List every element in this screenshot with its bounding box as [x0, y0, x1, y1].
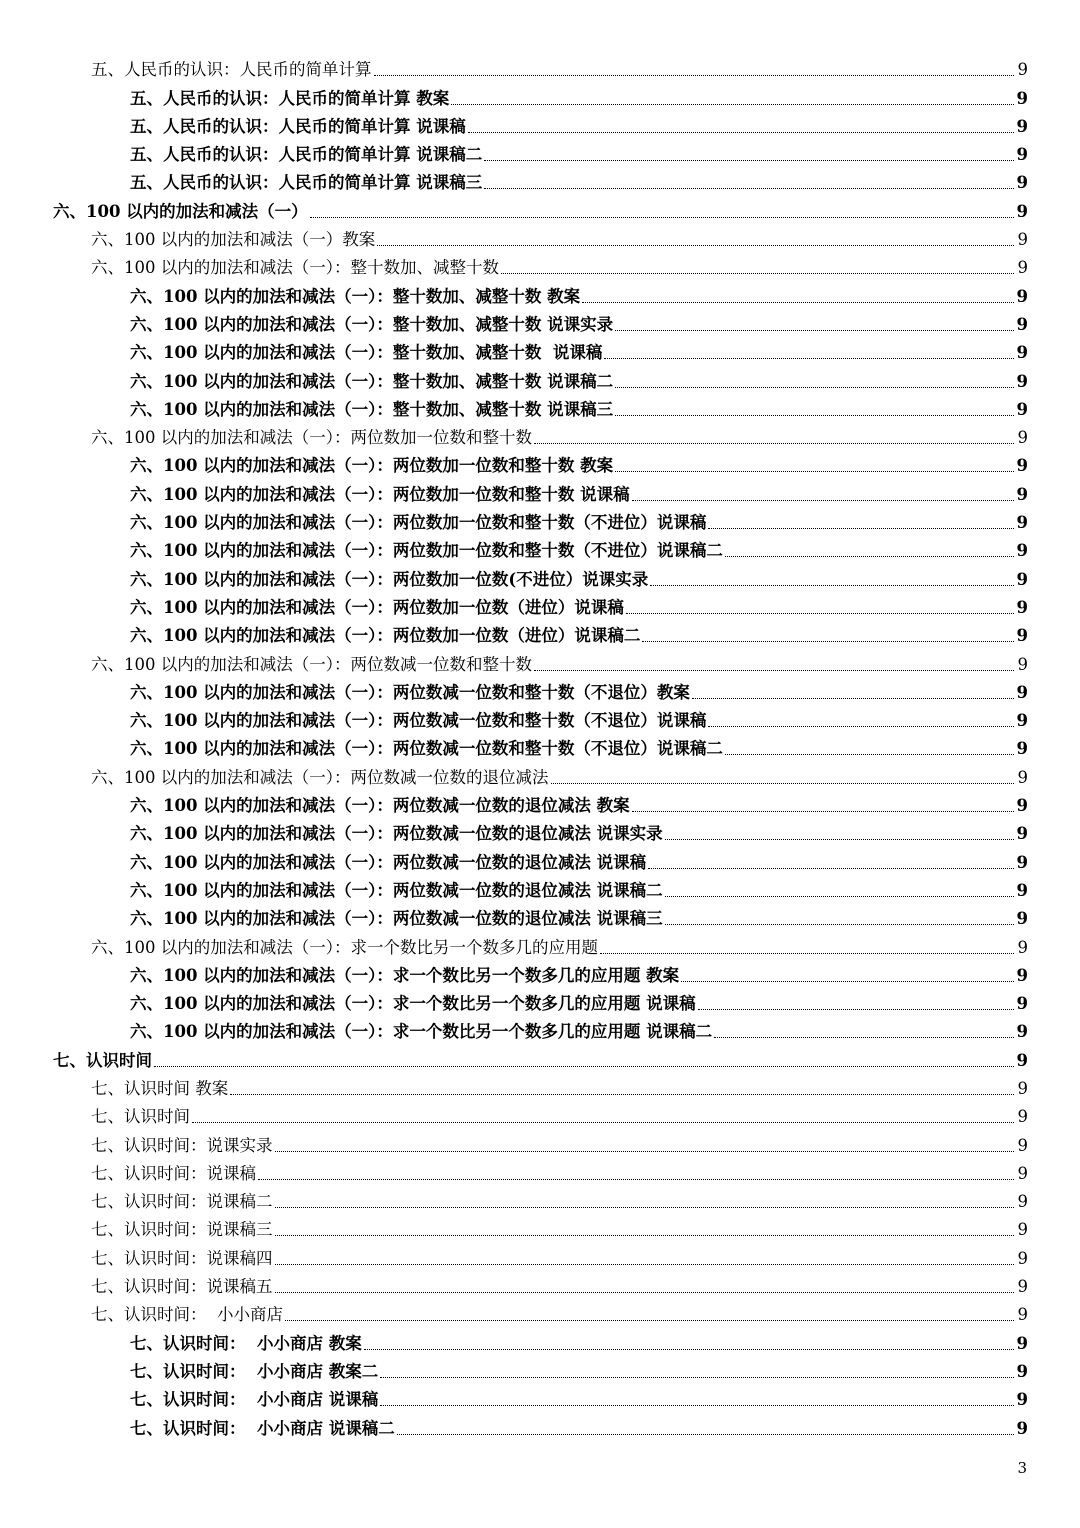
toc-entry-page: 9 — [1017, 1078, 1028, 1098]
toc-entry[interactable] — [0, 139, 1080, 167]
toc-entry-page: 9 — [1016, 880, 1028, 900]
toc-entry-page: 9 — [1017, 428, 1028, 448]
dot-leader — [615, 330, 1014, 331]
toc-entry-page: 9 — [1017, 1220, 1028, 1240]
toc-entry[interactable] — [0, 1016, 1080, 1044]
toc-entry-page: 9 — [1016, 541, 1028, 561]
dot-leader — [604, 358, 1014, 359]
toc-entry-page: 9 — [1016, 1022, 1028, 1042]
dot-leader — [698, 1009, 1014, 1010]
toc-entry-title: 六、100 以内的加法和减法（一）：两位数减一位数的退位减法 说课稿 — [130, 852, 647, 872]
dot-leader — [468, 132, 1014, 133]
toc-entry[interactable] — [0, 846, 1080, 874]
toc-entry-title: 七、认识时间： 小小商店 说课稿 — [130, 1390, 379, 1410]
toc-entry[interactable] — [0, 450, 1080, 478]
toc-entry[interactable] — [0, 1186, 1080, 1214]
toc-entry-title: 七、认识时间：说课稿五 — [91, 1277, 273, 1297]
dot-leader — [615, 471, 1014, 472]
toc-entry[interactable] — [0, 535, 1080, 563]
toc-entry[interactable] — [0, 1214, 1080, 1242]
toc-entry-page: 9 — [1016, 597, 1028, 617]
toc-entry-page: 9 — [1017, 1107, 1028, 1127]
dot-leader — [364, 1349, 1014, 1350]
toc-entry-page: 9 — [1016, 1418, 1028, 1438]
toc-entry[interactable] — [0, 1242, 1080, 1270]
toc-entry-page: 9 — [1016, 286, 1028, 306]
toc-entry-page: 9 — [1016, 484, 1028, 504]
toc-entry-title: 六、100 以内的加法和减法（一）：两位数加一位数和整十数（不进位）说课稿二 — [130, 541, 723, 561]
dot-leader — [725, 556, 1014, 557]
dot-leader — [258, 1179, 1014, 1180]
toc-entry-page: 9 — [1016, 201, 1028, 221]
dot-leader — [615, 415, 1014, 416]
toc-entry-title: 六、100 以内的加法和减法（一）：整十数加、减整十数 说课稿 — [130, 343, 603, 363]
toc-entry-title: 六、100 以内的加法和减法（一） — [53, 201, 308, 221]
toc-entry-title: 六、100 以内的加法和减法（一）：两位数减一位数和整十数（不退位）说课稿二 — [130, 739, 723, 759]
dot-leader — [665, 839, 1014, 840]
toc-entry-title: 六、100 以内的加法和减法（一）：两位数加一位数和整十数 — [91, 428, 532, 448]
toc-entry[interactable] — [0, 875, 1080, 903]
dot-leader — [154, 1066, 1014, 1067]
dot-leader — [275, 1151, 1015, 1152]
dot-leader — [534, 670, 1014, 671]
dot-leader — [275, 1207, 1015, 1208]
toc-entry[interactable] — [0, 1073, 1080, 1101]
dot-leader — [230, 1094, 1014, 1095]
toc-entry-title: 七、认识时间： 小小商店 说课稿二 — [130, 1418, 395, 1438]
toc-entry-page: 9 — [1017, 60, 1028, 80]
toc-entry-title: 六、100 以内的加法和减法（一）：两位数减一位数和整十数（不退位）教案 — [130, 682, 690, 702]
dot-leader — [600, 953, 1014, 954]
toc-entry[interactable] — [0, 1384, 1080, 1412]
toc-entry[interactable] — [0, 1327, 1080, 1355]
toc-entry[interactable] — [0, 903, 1080, 931]
dot-leader — [551, 783, 1015, 784]
toc-entry[interactable] — [0, 365, 1080, 393]
toc-entry-title: 七、认识时间：说课稿四 — [91, 1248, 273, 1268]
toc-entry[interactable] — [0, 1271, 1080, 1299]
toc-entry-page: 9 — [1016, 173, 1028, 193]
toc-entry[interactable] — [0, 761, 1080, 789]
dot-leader — [665, 924, 1014, 925]
dot-leader — [692, 698, 1014, 699]
toc-entry[interactable] — [0, 592, 1080, 620]
toc-entry-page: 9 — [1016, 824, 1028, 844]
dot-leader — [725, 754, 1014, 755]
toc-entry-page: 9 — [1016, 314, 1028, 334]
dot-leader — [275, 1292, 1015, 1293]
toc-entry-title: 六、100 以内的加法和减法（一）：两位数减一位数和整十数 — [91, 654, 532, 674]
toc-entry-title: 七、认识时间：说课稿三 — [91, 1220, 273, 1240]
dot-leader — [615, 387, 1014, 388]
dot-leader — [708, 726, 1014, 727]
toc-entry-page: 9 — [1016, 994, 1028, 1014]
dot-leader — [275, 1264, 1015, 1265]
toc-entry-page: 9 — [1016, 1361, 1028, 1381]
toc-entry-page: 9 — [1016, 626, 1028, 646]
toc-entry-title: 六、100 以内的加法和减法（一）：两位数减一位数的退位减法 说课实录 — [130, 824, 663, 844]
toc-entry-title: 六、100 以内的加法和减法（一）：求一个数比另一个数多几的应用题 教案 — [130, 965, 680, 985]
toc-entry-page: 9 — [1017, 1248, 1028, 1268]
toc-entry-title: 五、人民币的认识：人民币的简单计算 说课稿二 — [130, 145, 483, 165]
toc-entry[interactable] — [0, 733, 1080, 761]
toc-entry[interactable] — [0, 1129, 1080, 1157]
toc-entry-page: 9 — [1016, 739, 1028, 759]
toc-entry[interactable] — [0, 960, 1080, 988]
toc-entry[interactable] — [0, 167, 1080, 195]
toc-entry-title: 六、100 以内的加法和减法（一）：两位数减一位数的退位减法 — [91, 767, 549, 787]
dot-leader — [501, 273, 1014, 274]
toc-entry[interactable] — [0, 1356, 1080, 1384]
toc-entry-title: 六、100 以内的加法和减法（一）：两位数加一位数和整十数 说课稿 — [130, 484, 630, 504]
toc-entry[interactable] — [0, 1101, 1080, 1129]
toc-entry-page: 9 — [1017, 1277, 1028, 1297]
toc-entry-page: 9 — [1016, 965, 1028, 985]
dot-leader — [192, 1122, 1014, 1123]
toc-entry-title: 六、100 以内的加法和减法（一）：两位数加一位数（进位）说课稿 — [130, 597, 624, 617]
toc-entry-page: 9 — [1016, 343, 1028, 363]
toc-entry[interactable] — [0, 507, 1080, 535]
dot-leader — [275, 1235, 1015, 1236]
toc-entry-page: 9 — [1017, 1163, 1028, 1183]
toc-entry[interactable] — [0, 1299, 1080, 1327]
toc-entry-page: 9 — [1016, 513, 1028, 533]
toc-entry[interactable] — [0, 394, 1080, 422]
toc-entry-title: 五、人民币的认识：人民币的简单计算 — [91, 60, 372, 80]
toc-entry[interactable] — [0, 1044, 1080, 1072]
dot-leader — [642, 641, 1014, 642]
toc-entry-title: 六、100 以内的加法和减法（一）：整十数加、减整十数 说课稿三 — [130, 399, 614, 419]
toc-entry-title: 六、100 以内的加法和减法（一）：整十数加、减整十数 — [91, 258, 499, 278]
toc-entry-title: 七、认识时间： 小小商店 教案二 — [130, 1361, 379, 1381]
toc-entry[interactable] — [0, 1158, 1080, 1186]
dot-leader — [650, 585, 1014, 586]
toc-entry[interactable] — [0, 280, 1080, 308]
toc-entry[interactable] — [0, 620, 1080, 648]
dot-leader — [714, 1037, 1014, 1038]
toc-entry[interactable] — [0, 224, 1080, 252]
toc-entry-title: 六、100 以内的加法和减法（一）：两位数加一位数（进位）说课稿二 — [130, 626, 641, 646]
toc-entry-title: 五、人民币的认识：人民币的简单计算 教案 — [130, 88, 450, 108]
toc-entry-page: 9 — [1016, 371, 1028, 391]
toc-entry-title: 六、100 以内的加法和减法（一）：整十数加、减整十数 教案 — [130, 286, 581, 306]
toc-entry[interactable] — [0, 422, 1080, 450]
toc-entry-title: 七、认识时间：说课稿 — [91, 1163, 256, 1183]
toc-entry[interactable] — [0, 790, 1080, 818]
toc-entry-page: 9 — [1017, 1305, 1028, 1325]
toc-entry-title: 六、100 以内的加法和减法（一）：两位数加一位数和整十数（不进位）说课稿 — [130, 513, 707, 533]
toc-entry-title: 六、100 以内的加法和减法（一）：两位数减一位数的退位减法 说课稿二 — [130, 880, 663, 900]
toc-entry-title: 七、认识时间 — [53, 1050, 152, 1070]
toc-entry-page: 9 — [1016, 796, 1028, 816]
toc-entry-title: 六、100 以内的加法和减法（一）：整十数加、减整十数 说课实录 — [130, 314, 614, 334]
dot-leader — [582, 302, 1014, 303]
dot-leader — [632, 500, 1014, 501]
toc-entry[interactable] — [0, 988, 1080, 1016]
toc-entry[interactable] — [0, 818, 1080, 846]
toc-entry-page: 9 — [1016, 88, 1028, 108]
toc-entry[interactable] — [0, 648, 1080, 676]
toc-entry-page: 9 — [1017, 937, 1028, 957]
toc-entry-title: 五、人民币的认识：人民币的简单计算 说课稿 — [130, 116, 466, 136]
toc-entry-page: 9 — [1017, 767, 1028, 787]
dot-leader — [665, 896, 1014, 897]
toc-entry-title: 七、认识时间 — [91, 1107, 190, 1127]
toc-entry[interactable] — [0, 705, 1080, 733]
toc-entry-page: 9 — [1016, 456, 1028, 476]
toc-entry-title: 六、100 以内的加法和减法（一）：两位数减一位数的退位减法 说课稿三 — [130, 909, 663, 929]
toc-entry-title: 六、100 以内的加法和减法（一）：求一个数比另一个数多几的应用题 说课稿二 — [130, 1022, 713, 1042]
dot-leader — [374, 75, 1015, 76]
toc-entry-title: 六、100 以内的加法和减法（一）：两位数加一位数和整十数 教案 — [130, 456, 614, 476]
toc-entry-page: 9 — [1016, 852, 1028, 872]
toc-entry[interactable] — [0, 337, 1080, 365]
toc-entry-page: 9 — [1016, 909, 1028, 929]
toc-entry-page: 9 — [1016, 569, 1028, 589]
toc-entry-page: 9 — [1016, 711, 1028, 731]
dot-leader — [632, 811, 1014, 812]
toc-entry[interactable] — [0, 309, 1080, 337]
toc-entry-page: 9 — [1017, 230, 1028, 250]
toc-entry-title: 六、100 以内的加法和减法（一）教案 — [91, 230, 376, 250]
toc-entry-page: 9 — [1017, 1135, 1028, 1155]
dot-leader — [484, 160, 1014, 161]
dot-leader — [451, 104, 1014, 105]
toc-entry-page: 9 — [1016, 1390, 1028, 1410]
table-of-contents — [0, 54, 1080, 1441]
toc-entry-page: 9 — [1016, 1333, 1028, 1353]
toc-entry[interactable] — [0, 54, 1080, 82]
dot-leader — [708, 528, 1014, 529]
dot-leader — [380, 1377, 1014, 1378]
toc-entry-title: 七、认识时间： 小小商店 教案 — [130, 1333, 362, 1353]
dot-leader — [397, 1434, 1014, 1435]
dot-leader — [648, 868, 1014, 869]
toc-entry-title: 六、100 以内的加法和减法（一）：两位数减一位数的退位减法 教案 — [130, 796, 630, 816]
dot-leader — [626, 613, 1014, 614]
toc-entry-title: 五、人民币的认识：人民币的简单计算 说课稿三 — [130, 173, 483, 193]
toc-entry-page: 9 — [1017, 654, 1028, 674]
toc-entry-title: 七、认识时间 教案 — [91, 1078, 229, 1098]
toc-entry-title: 六、100 以内的加法和减法（一）：求一个数比另一个数多几的应用题 说课稿 — [130, 994, 696, 1014]
toc-entry-page: 9 — [1016, 1050, 1028, 1070]
toc-entry-page: 9 — [1016, 682, 1028, 702]
toc-entry[interactable] — [0, 195, 1080, 223]
dot-leader — [681, 981, 1014, 982]
toc-entry-title: 七、认识时间：说课实录 — [91, 1135, 273, 1155]
toc-entry-title: 六、100 以内的加法和减法（一）：求一个数比另一个数多几的应用题 — [91, 937, 598, 957]
toc-entry-title: 七、认识时间：说课稿二 — [91, 1192, 273, 1212]
toc-entry[interactable] — [0, 677, 1080, 705]
dot-leader — [380, 1405, 1014, 1406]
dot-leader — [377, 245, 1014, 246]
toc-entry[interactable] — [0, 111, 1080, 139]
toc-entry-page: 9 — [1016, 116, 1028, 136]
toc-entry-page: 9 — [1017, 258, 1028, 278]
toc-entry-title: 六、100 以内的加法和减法（一）：整十数加、减整十数 说课稿二 — [130, 371, 614, 391]
toc-entry[interactable] — [0, 252, 1080, 280]
toc-entry-page: 9 — [1016, 145, 1028, 165]
toc-entry[interactable] — [0, 478, 1080, 506]
toc-entry-page: 9 — [1016, 399, 1028, 419]
dot-leader — [484, 188, 1014, 189]
toc-entry-title: 六、100 以内的加法和减法（一）：两位数减一位数和整十数（不退位）说课稿 — [130, 711, 707, 731]
toc-entry-page: 9 — [1017, 1192, 1028, 1212]
toc-entry-title: 七、认识时间： 小小商店 — [91, 1305, 283, 1325]
dot-leader — [534, 443, 1014, 444]
toc-entry[interactable] — [0, 1412, 1080, 1440]
toc-entry[interactable] — [0, 931, 1080, 959]
toc-entry[interactable] — [0, 563, 1080, 591]
toc-entry[interactable] — [0, 82, 1080, 110]
page-number: 3 — [1017, 1459, 1027, 1477]
dot-leader — [310, 217, 1014, 218]
toc-entry-title: 六、100 以内的加法和减法（一）：两位数加一位数(不进位）说课实录 — [130, 569, 649, 589]
dot-leader — [285, 1320, 1014, 1321]
